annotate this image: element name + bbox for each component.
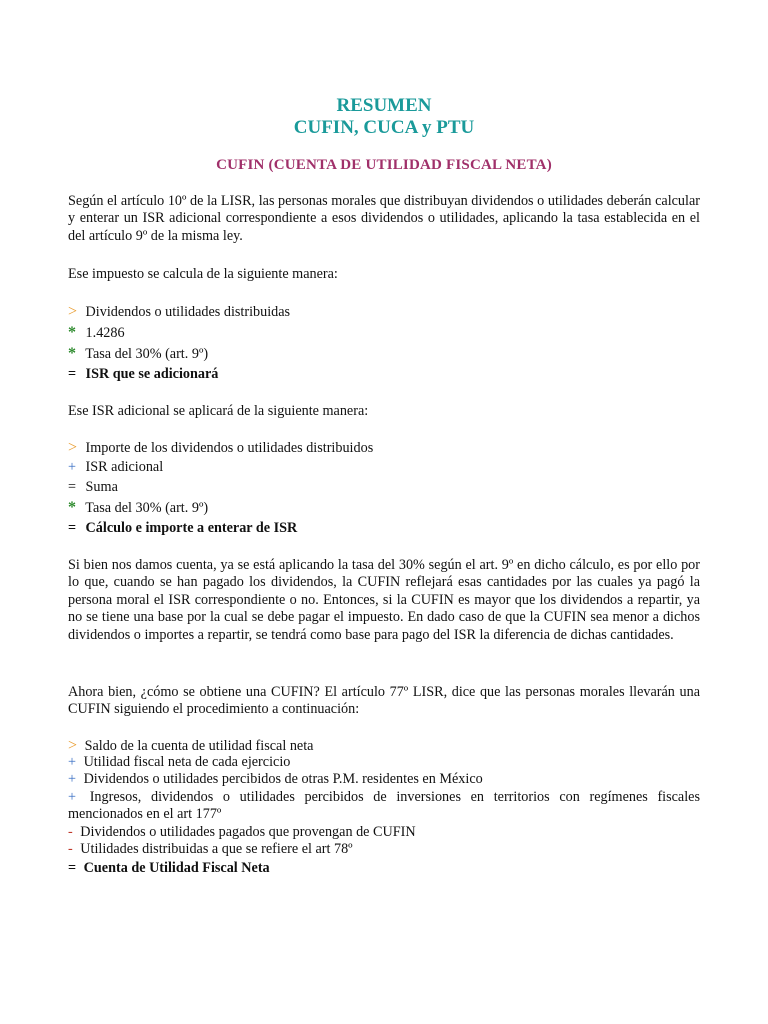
arrow-symbol: > bbox=[68, 439, 78, 456]
explanation-paragraph: Si bien nos damos cuenta, ya se está aplicando la tasa del 30% según el art. 9º en dicho cálculo, es por ello por lo que, cuando se han pagado los dividendos, la CUFIN reflejará esas cantidades por las cuales ya pagó la persona moral el ISR correspondiente o no. Entonces, si la CUFIN es mayor que los dividendos a repartir, ya no se tiene una base por la cual se debe pagar el impuesto. En dado caso de que la CUFIN sea menor a dichos dividendos o importes a repartir, se tendrá como base para pago del ISR la diferencia de dichas cantidades. bbox=[68, 557, 700, 643]
cufin-step-text: Utilidad fiscal neta de cada ejercicio bbox=[83, 754, 291, 770]
calc-step-text: 1.4286 bbox=[85, 325, 125, 341]
cufin-intro-paragraph: Ahora bien, ¿cómo se obtiene una CUFIN? El artículo 77º LISR, dice que las personas morales llevarán una CUFIN siguiendo el procedimiento a continuación: bbox=[68, 684, 700, 718]
cufin-step bbox=[68, 824, 700, 841]
cufin-step-text: Dividendos o utilidades pagados que provengan de CUFIN bbox=[80, 824, 416, 840]
arrow-symbol: > bbox=[68, 303, 78, 320]
star-symbol: * bbox=[68, 345, 76, 362]
equals-symbol: = bbox=[68, 366, 77, 382]
cufin-step bbox=[68, 737, 700, 755]
calc-intro: Ese impuesto se calcula de la siguiente manera: bbox=[68, 266, 338, 282]
plus-symbol: + bbox=[68, 771, 77, 787]
title-line-1: RESUMEN bbox=[336, 95, 432, 116]
cufin-step-text: Cuenta de Utilidad Fiscal Neta bbox=[83, 860, 270, 876]
calc-step-text: ISR que se adicionará bbox=[85, 366, 219, 382]
apply-step bbox=[68, 499, 700, 517]
apply-intro: Ese ISR adicional se aplicará de la siguiente manera: bbox=[68, 403, 369, 419]
cufin-step bbox=[68, 789, 700, 824]
apply-step bbox=[68, 459, 700, 476]
cufin-step-text: Saldo de la cuenta de utilidad fiscal neta bbox=[84, 738, 314, 754]
apply-step-text: Suma bbox=[85, 479, 118, 495]
equals-symbol: = bbox=[68, 479, 77, 495]
plus-symbol: + bbox=[68, 754, 77, 770]
plus-symbol: + bbox=[68, 789, 77, 805]
equals-symbol: = bbox=[68, 520, 77, 536]
plus-symbol: + bbox=[68, 459, 77, 475]
title-line-2: CUFIN, CUCA y PTU bbox=[293, 117, 475, 138]
document-title bbox=[0, 95, 768, 139]
calc-step-text: Tasa del 30% (art. 9º) bbox=[85, 346, 209, 362]
calc-step bbox=[68, 303, 700, 321]
calc-step bbox=[68, 345, 700, 363]
equals-symbol: = bbox=[68, 860, 77, 876]
apply-step-text: ISR adicional bbox=[85, 459, 164, 475]
cufin-step-result bbox=[68, 860, 700, 877]
apply-step-text: Tasa del 30% (art. 9º) bbox=[85, 500, 209, 516]
calc-step bbox=[68, 324, 700, 342]
star-symbol: * bbox=[68, 324, 76, 341]
cufin-step-text: Ingresos, dividendos o utilidades percibidos de inversiones en territorios con regímenes fiscales mencionados en el art 177º bbox=[68, 789, 700, 823]
cufin-step-text: Dividendos o utilidades percibidos de otras P.M. residentes en México bbox=[83, 771, 483, 787]
intro-paragraph: Según el artículo 10º de la LISR, las personas morales que distribuyan dividendos o utilidades deberán calcular y enterar un ISR adicional correspondiente a esos dividendos o utilidades, aplicando la tasa establecida en el del artículo 9º de la misma ley. bbox=[68, 193, 700, 244]
section-subtitle: CUFIN (CUENTA DE UTILIDAD FISCAL NETA) bbox=[216, 157, 552, 173]
calc-step-result bbox=[68, 366, 700, 383]
calc-step-text: Dividendos o utilidades distribuidas bbox=[85, 304, 291, 320]
apply-step bbox=[68, 439, 700, 457]
cufin-step-text: Utilidades distribuidas a que se refiere el art 78º bbox=[80, 841, 353, 857]
cufin-step bbox=[68, 841, 700, 858]
cufin-step bbox=[68, 754, 700, 771]
apply-step bbox=[68, 479, 700, 496]
minus-symbol: - bbox=[68, 824, 73, 840]
star-symbol: * bbox=[68, 499, 76, 516]
apply-step-text: Importe de los dividendos o utilidades distribuidos bbox=[85, 440, 374, 456]
apply-step-result bbox=[68, 520, 700, 537]
apply-step-text: Cálculo e importe a enterar de ISR bbox=[85, 520, 298, 536]
minus-symbol: - bbox=[68, 841, 73, 857]
arrow-symbol: > bbox=[68, 737, 78, 754]
cufin-step bbox=[68, 771, 700, 788]
